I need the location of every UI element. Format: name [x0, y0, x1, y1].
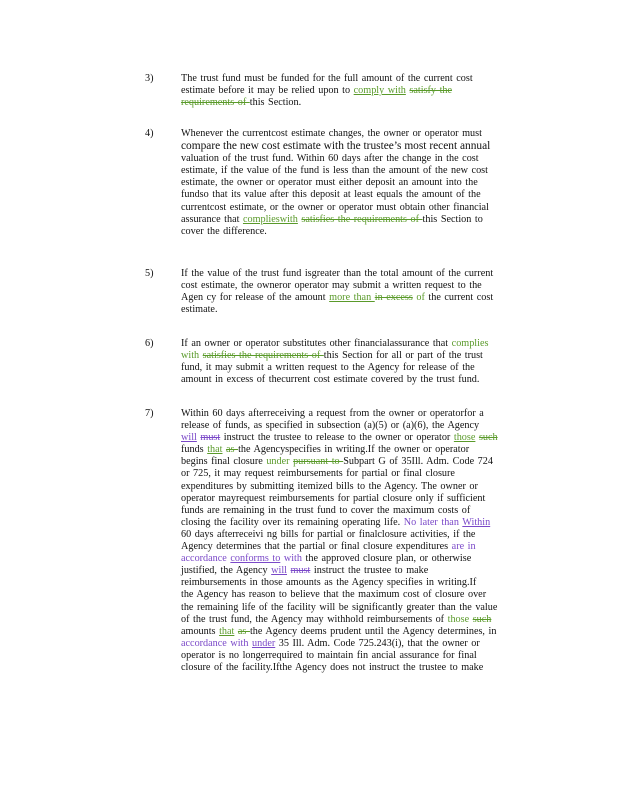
deleted-text: must — [290, 565, 311, 577]
text-run: No later than — [403, 516, 459, 528]
text-run: the Agencyspecifies in writing.If the owner or operator — [238, 444, 470, 456]
text-run: expenditures by submitting itemized bills to the Agency. The owner or — [181, 480, 478, 492]
text-run: accordance — [181, 637, 227, 649]
paragraph-number: 3) — [145, 73, 154, 84]
text-line — [181, 493, 534, 505]
text-run: release of funds, as specified in subsection (a)(5) or (a)(6), the Agency — [181, 420, 480, 432]
deleted-text: requirements of — [181, 97, 250, 109]
paragraph-text — [181, 128, 534, 238]
paragraph-number: 4) — [145, 128, 154, 139]
text-line — [181, 529, 534, 541]
deleted-text: as — [226, 444, 239, 456]
text-run: If the value of the trust fund isgreater than the total amount of the current — [181, 268, 494, 279]
text-run: under — [266, 456, 290, 468]
text-line — [181, 338, 534, 350]
text-line — [181, 444, 534, 456]
text-run: Subpart G of 35Ill. Adm. Code 724 — [343, 456, 493, 468]
text-run: funds are remaining in the trust fund to cover the maximum costs of — [181, 504, 471, 516]
text-line — [181, 97, 534, 109]
text-run: estimate before it may be relied upon to — [181, 85, 354, 97]
text-line — [181, 189, 534, 201]
text-run: closure of the facility.Ifthe Agency does not instruct the trustee to make — [181, 661, 484, 673]
deleted-text: such — [478, 432, 498, 444]
text-run: begins final closure — [181, 456, 267, 468]
text-line — [181, 589, 534, 601]
text-run: this Section to — [422, 213, 483, 225]
inserted-text: complieswith — [242, 213, 298, 225]
text-line — [181, 541, 534, 553]
text-line — [181, 456, 534, 468]
text-run: cover the difference. — [181, 225, 267, 237]
text-run: of the trust fund, the Agency may withhold reimbursements of — [181, 613, 448, 625]
deleted-text: satisfies the requirements of — [301, 213, 423, 225]
paragraph-number: 7) — [145, 408, 154, 419]
text-line — [181, 432, 534, 444]
text-run: operator is no longerrequired to maintain fin ancial assurance for final — [181, 649, 477, 661]
inserted-text: will — [181, 432, 197, 444]
text-run: with — [230, 637, 249, 649]
text-run: currentcost estimate, or the owner or operator must obtain other financial — [181, 201, 489, 213]
text-line — [181, 350, 534, 362]
text-line — [181, 468, 534, 480]
text-line — [181, 202, 534, 214]
text-run: of — [416, 292, 425, 304]
text-line — [181, 565, 534, 577]
text-run: those — [447, 613, 470, 625]
inserted-text: that — [219, 625, 235, 637]
text-line — [181, 280, 534, 292]
inserted-text: Within — [462, 516, 491, 528]
text-run: accordance — [181, 553, 227, 565]
text-line — [181, 214, 534, 226]
inserted-text: that — [207, 444, 223, 456]
text-line — [181, 626, 534, 638]
text-line — [181, 292, 534, 304]
text-run: amounts — [181, 625, 220, 637]
text-run: the approved closure plan, or otherwise — [301, 553, 472, 565]
paragraph-text — [181, 268, 534, 316]
text-run: reimbursements in those amounts as the Agency specifies in writing.If — [181, 577, 477, 589]
text-run: instruct the trustee to make — [310, 565, 429, 577]
text-run: valuation of the trust fund. Within 60 days after the change in the cost — [181, 153, 479, 165]
deleted-text: in excess — [374, 292, 413, 304]
deleted-text: such — [472, 613, 492, 625]
text-run: cost estimate, the owneror operator may submit a written request to the — [181, 280, 482, 292]
deleted-text: as — [237, 625, 250, 637]
text-line — [181, 650, 534, 662]
paragraph-text — [181, 73, 534, 109]
text-run: assurance that — [181, 213, 243, 225]
text-line — [181, 128, 534, 140]
text-line — [181, 153, 534, 165]
text-run: are in — [451, 541, 476, 553]
text-run: estimate. — [181, 304, 218, 316]
text-run: or 725, it may request reimbursements for partial or final closure — [181, 468, 455, 480]
text-line — [181, 362, 534, 374]
text-run: the remaining life of the facility will be significantly greater than the value — [181, 601, 498, 613]
text-line — [181, 304, 534, 316]
text-run: justified, the Agency — [181, 565, 272, 577]
text-run: Agency determines that the partial or final closure expenditures — [181, 541, 452, 553]
text-run: Agen cy for release of the amount — [181, 292, 330, 304]
text-run: amount in excess of thecurrent cost estimate covered by the trust fund. — [181, 374, 480, 386]
text-line — [181, 505, 534, 517]
text-run: instruct the trustee to release to the owner or operator — [220, 432, 454, 444]
deleted-text: must — [200, 432, 221, 444]
paragraph-text — [181, 408, 534, 674]
text-line — [181, 374, 534, 386]
text-line — [181, 85, 534, 97]
text-line — [181, 614, 534, 626]
text-run: 60 days afterreceivi ng bills for partial or finalclosure activities, if the — [181, 528, 476, 540]
text-line — [181, 268, 534, 280]
text-run: Within 60 days afterreceiving a request from the owner or operatorfor a — [181, 408, 484, 419]
inserted-text: comply with — [353, 85, 406, 97]
text-line — [181, 602, 534, 614]
text-line — [181, 481, 534, 493]
inserted-text: those — [453, 432, 476, 444]
text-run: with — [181, 350, 200, 362]
deleted-text: satisfies the requirements of — [202, 350, 324, 362]
text-run: the Agency deems prudent until the Agency determines, in — [249, 625, 497, 637]
text-line — [181, 553, 534, 565]
text-line — [181, 577, 534, 589]
text-run: 35 Ill. Adm. Code 725.243(i), that the owner or — [275, 637, 480, 649]
text-run: this Section. — [249, 97, 302, 109]
text-run: funds — [181, 444, 208, 456]
text-run: fund, it may submit a written request to the Agency for release of the — [181, 362, 475, 374]
text-run: If an owner or operator substitutes other financialassurance that — [181, 338, 452, 349]
text-line — [181, 662, 534, 674]
text-run: with — [283, 553, 302, 565]
text-line — [181, 177, 534, 189]
text-line — [181, 140, 534, 153]
text-run: Whenever the currentcost estimate changes, the owner or operator must — [181, 128, 482, 139]
text-line — [181, 408, 534, 420]
inserted-text: will — [271, 565, 287, 577]
deleted-text: satisfy the — [409, 85, 453, 97]
text-run: complies — [451, 338, 489, 349]
deleted-text: pursuant to — [293, 456, 344, 468]
paragraph-text — [181, 338, 534, 386]
inserted-text: conforms to — [230, 553, 281, 565]
inserted-text: more than — [329, 292, 375, 304]
text-run: estimate, the owner or operator must either deposit an amount into the — [181, 177, 478, 189]
text-run: this Section for all or part of the trust — [323, 350, 483, 362]
text-run: the Agency has reason to believe that the maximum cost of closure over — [181, 589, 487, 601]
text-run: compare the new cost estimate with the trustee’s most recent annual — [181, 140, 491, 153]
paragraph-number: 5) — [145, 268, 154, 279]
text-line — [181, 420, 534, 432]
text-run: the current cost — [424, 292, 494, 304]
paragraph-number: 6) — [145, 338, 154, 349]
text-line — [181, 517, 534, 529]
text-line — [181, 73, 534, 85]
text-run: estimate, if the value of the fund is less than the amount of the new cost — [181, 165, 488, 177]
text-run: operator mayrequest reimbursements for partial closure only if sufficient — [181, 492, 486, 504]
text-run: fundso that its value after this deposit at least equals the amount of the — [181, 189, 481, 201]
text-line — [181, 638, 534, 650]
text-run: The trust fund must be funded for the full amount of the current cost — [181, 73, 473, 84]
text-line — [181, 226, 534, 238]
text-line — [181, 165, 534, 177]
text-run: closing the facility over its remaining operating life. — [181, 516, 404, 528]
inserted-text: under — [252, 637, 276, 649]
